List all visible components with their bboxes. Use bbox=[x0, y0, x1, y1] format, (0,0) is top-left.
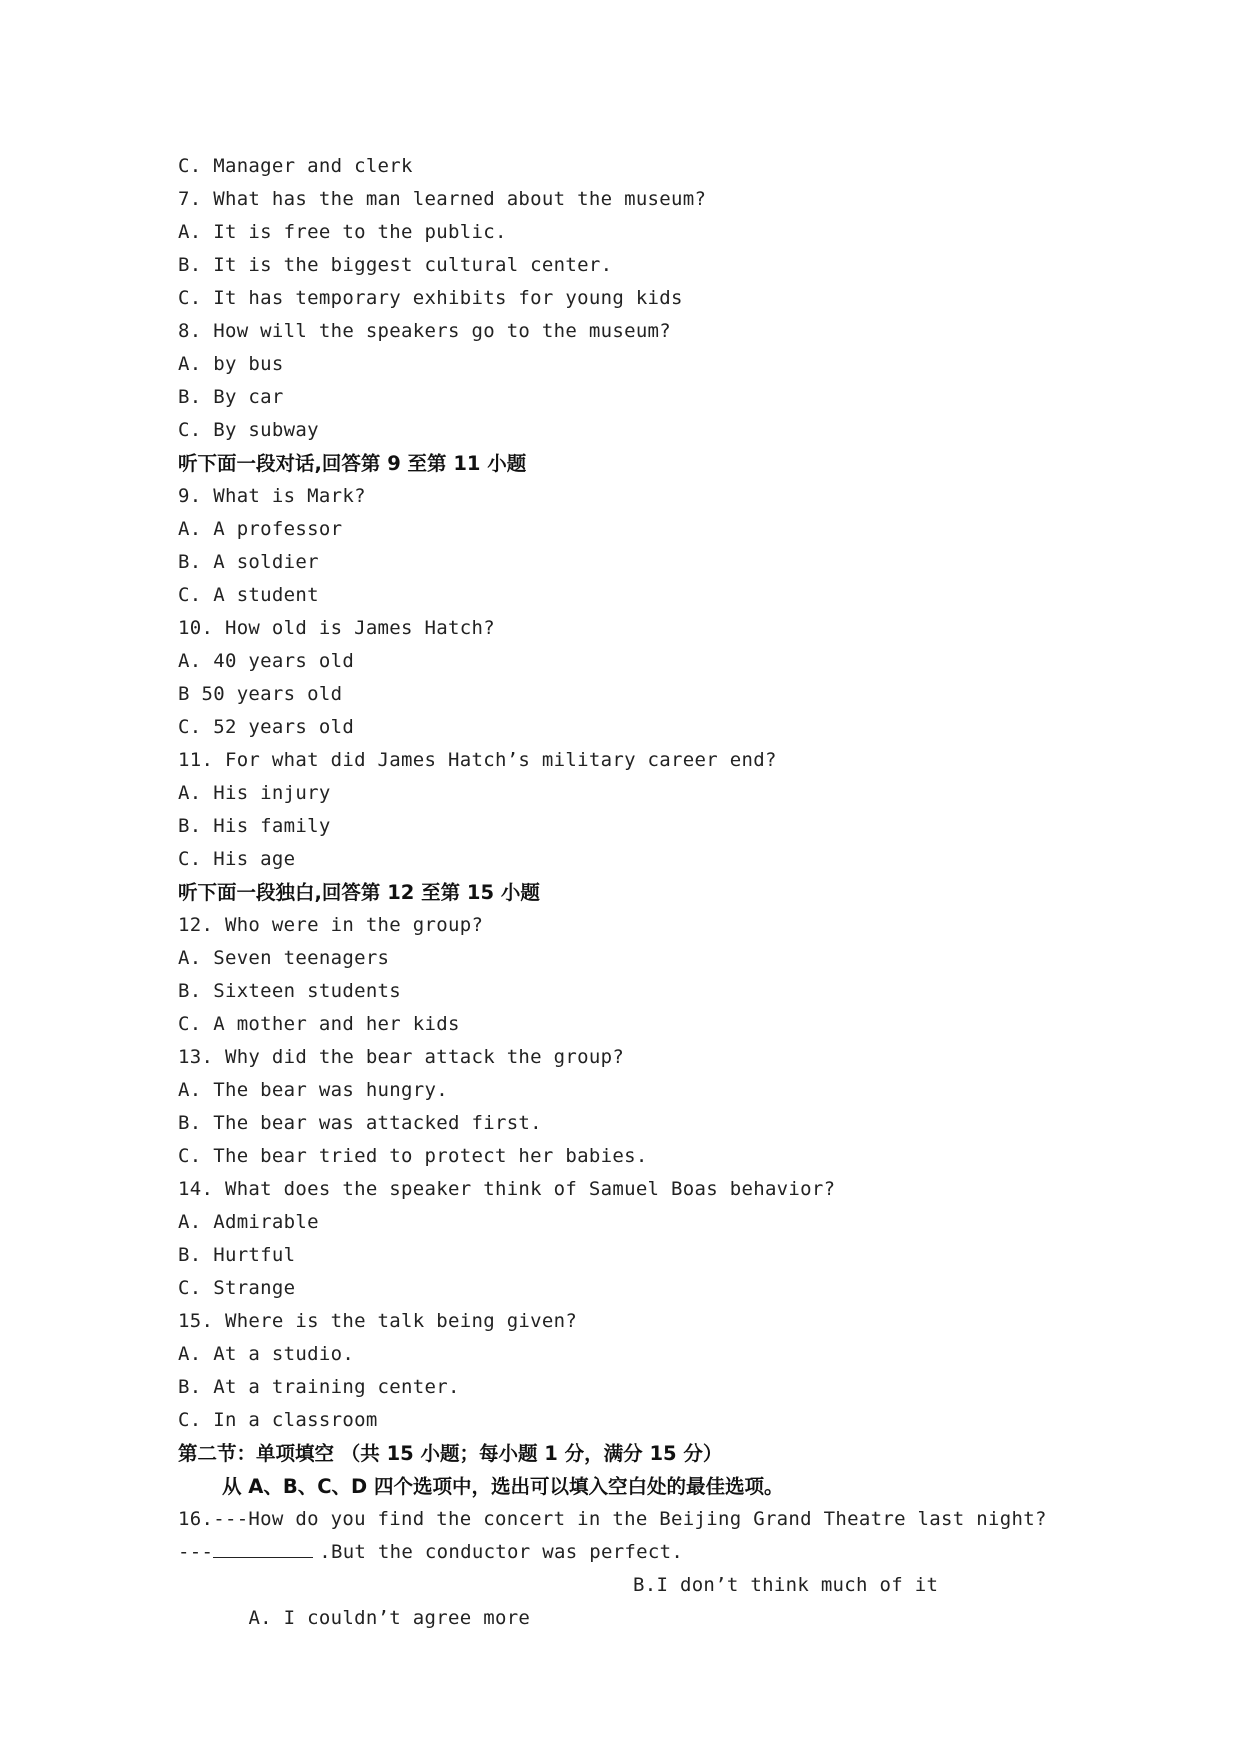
section-heading-12-15: 听下面一段独白,回答第 12 至第 15 小题 bbox=[178, 881, 540, 904]
question-15: 15. Where is the talk being given? bbox=[178, 1310, 578, 1332]
option-11c: C. His age bbox=[178, 848, 296, 870]
option-11b: B. His family bbox=[178, 815, 331, 837]
option-11a: A. His injury bbox=[178, 782, 331, 804]
option-8c: C. By subway bbox=[178, 419, 319, 441]
option-7b: B. It is the biggest cultural center. bbox=[178, 254, 613, 276]
option-9c: C. A student bbox=[178, 584, 319, 606]
option-10c: C. 52 years old bbox=[178, 716, 355, 738]
option-9a: A. A professor bbox=[178, 518, 343, 540]
option-13a: A. The bear was hungry. bbox=[178, 1079, 448, 1101]
question-14: 14. What does the speaker think of Samuel Boas behavior? bbox=[178, 1178, 836, 1200]
response-text: .But the conductor was perfect. bbox=[319, 1541, 684, 1563]
option-14b: B. Hurtful bbox=[178, 1244, 296, 1266]
part-two-instructions: 从 A、B、C、D 四个选项中，选出可以填入空白处的最佳选项。 bbox=[222, 1475, 784, 1498]
option-7a: A. It is free to the public. bbox=[178, 221, 507, 243]
option-9b: B. A soldier bbox=[178, 551, 319, 573]
option-14c: C. Strange bbox=[178, 1277, 296, 1299]
question-12: 12. Who were in the group? bbox=[178, 914, 484, 936]
question-8: 8. How will the speakers go to the museum? bbox=[178, 320, 672, 342]
option-12c: C. A mother and her kids bbox=[178, 1013, 460, 1035]
option-13c: C. The bear tried to protect her babies. bbox=[178, 1145, 648, 1167]
question-9: 9. What is Mark? bbox=[178, 485, 366, 507]
option-15c: C. In a classroom bbox=[178, 1409, 378, 1431]
question-11: 11. For what did James Hatch’s military career end? bbox=[178, 749, 777, 771]
question-16-response bbox=[178, 1536, 1078, 1569]
exam-content bbox=[178, 150, 1078, 1629]
section-heading-9-11: 听下面一段对话,回答第 9 至第 11 小题 bbox=[178, 452, 527, 475]
option-12a: A. Seven teenagers bbox=[178, 947, 390, 969]
option-15a: A. At a studio. bbox=[178, 1343, 355, 1365]
option-16a: A. I couldn’t agree more bbox=[248, 1607, 531, 1629]
option-16b: B.I don’t think much of it bbox=[633, 1574, 939, 1596]
option-8b: B. By car bbox=[178, 386, 284, 408]
option-15b: B. At a training center. bbox=[178, 1376, 460, 1398]
dash-prefix: --- bbox=[178, 1541, 214, 1563]
part-two-heading: 第二节：单项填空 （共 15 小题；每小题 1 分，满分 15 分） bbox=[178, 1442, 723, 1465]
options-16-row bbox=[178, 1569, 1078, 1629]
option-12b: B. Sixteen students bbox=[178, 980, 402, 1002]
question-10: 10. How old is James Hatch? bbox=[178, 617, 495, 639]
option-14a: A. Admirable bbox=[178, 1211, 319, 1233]
question-13: 13. Why did the bear attack the group? bbox=[178, 1046, 625, 1068]
option-10a: A. 40 years old bbox=[178, 650, 355, 672]
option-8a: A. by bus bbox=[178, 353, 284, 375]
option-6c: C. Manager and clerk bbox=[178, 155, 413, 177]
option-13b: B. The bear was attacked first. bbox=[178, 1112, 542, 1134]
question-7: 7. What has the man learned about the museum? bbox=[178, 188, 707, 210]
question-16: 16.---How do you find the concert in the Beijing Grand Theatre last night? bbox=[178, 1508, 1047, 1530]
option-10b: B 50 years old bbox=[178, 683, 343, 705]
option-7c: C. It has temporary exhibits for young kids bbox=[178, 287, 683, 309]
answer-blank[interactable] bbox=[213, 1537, 313, 1558]
